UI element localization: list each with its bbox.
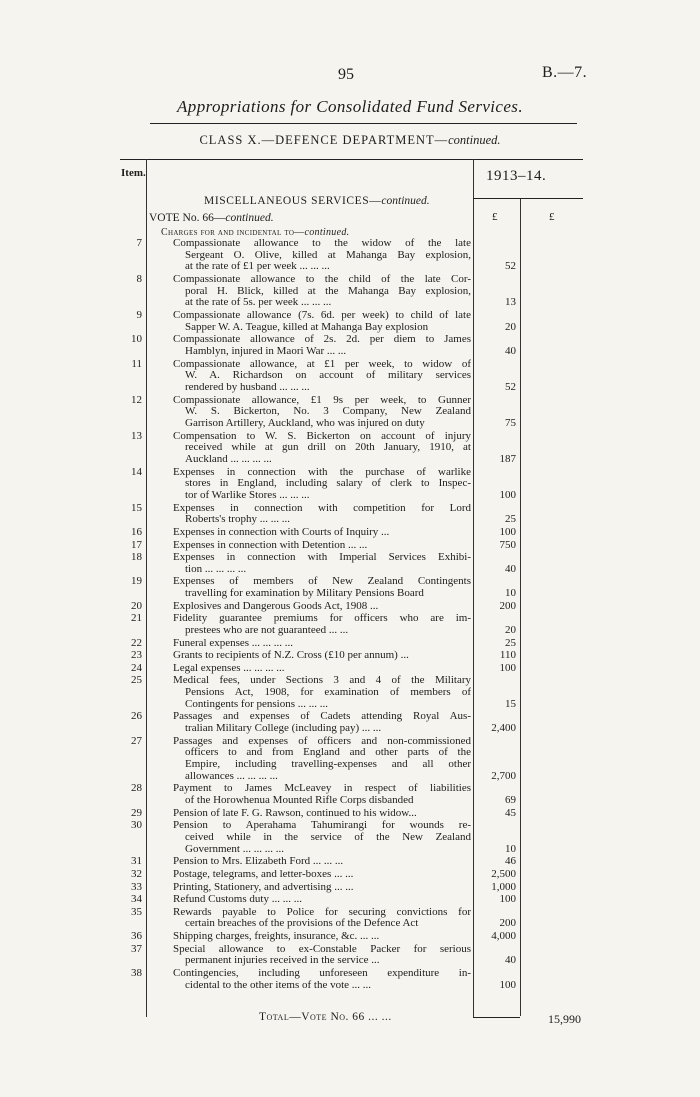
description-line: Auckland ... ... ... ...	[185, 454, 272, 465]
description-line: received while at gun drill on 20th January, 1910, at	[185, 442, 471, 454]
item-amount: 45	[505, 806, 516, 819]
item-amount: 52	[505, 380, 516, 393]
item-number: 14	[131, 465, 142, 478]
description-line: Roberts's trophy ... ... ...	[185, 514, 290, 526]
description-line: travelling for examination by Military Pensions Board	[185, 588, 424, 600]
item-number: 35	[131, 905, 142, 918]
pound-sign-col2: £	[549, 211, 555, 223]
item-description	[173, 894, 471, 906]
item-number: 29	[131, 806, 142, 819]
item-description	[173, 650, 471, 662]
item-number: 19	[131, 575, 142, 588]
item-amount: 200	[499, 917, 516, 930]
item-amount: 69	[505, 794, 516, 807]
description-line: Hamblyn, injured in Maori War ... ...	[185, 346, 347, 357]
item-amount: 750	[499, 538, 516, 551]
item-number: 13	[131, 429, 142, 442]
item-column-header: Item.	[121, 167, 146, 179]
description-line: Refund Customs duty ... ... ...	[173, 894, 302, 906]
total-label: Total—Vote No. 66 ... ...	[259, 1011, 392, 1023]
pound-sign-col1: £	[492, 211, 498, 223]
item-amount: 4,000	[491, 930, 516, 942]
item-number: 32	[131, 867, 142, 880]
item-amount: 1,000	[491, 880, 516, 893]
description-line: at the rate of 5s. per week ... ... ...	[185, 297, 332, 309]
description-line: Contingencies, including unforeseen expenditure in-	[173, 967, 471, 979]
year-column-header: 1913–14.	[486, 168, 547, 184]
description-line: Compassionate allowance (7s. 6d. per week) to child of late	[173, 310, 471, 321]
section-title-cont: continued.	[381, 195, 430, 207]
item-number: 7	[136, 237, 142, 249]
page-number: 95	[338, 66, 354, 83]
description-line: Printing, Stationery, and advertising ... ...	[173, 881, 354, 893]
item-amount: 10	[505, 842, 516, 855]
item-number: 28	[131, 782, 142, 795]
item-description	[173, 638, 471, 650]
description-line: Passages and expenses of Cadets attending Royal Aus-	[173, 711, 471, 723]
item-description	[173, 431, 471, 466]
description-line: permanent injuries received in the service ...	[185, 955, 380, 967]
item-number: 16	[131, 525, 142, 538]
item-amount: 110	[499, 649, 516, 662]
item-column-divider	[146, 159, 147, 1017]
item-number: 33	[131, 880, 142, 893]
description-line: Fidelity guarantee premiums for officers who are im-	[173, 613, 471, 625]
description-line: of the Horowhenua Mounted Rifle Corps disbanded	[185, 795, 414, 807]
item-description	[173, 274, 471, 309]
description-line: poral H. Blick, killed at the Mahanga Bay explosion,	[185, 285, 471, 297]
item-amount: 40	[505, 344, 516, 357]
item-number: 27	[131, 734, 142, 747]
title-rule	[150, 123, 577, 124]
item-description	[173, 808, 471, 820]
description-line: Sergeant O. Olive, killed at Mahanga Bay explosion,	[185, 249, 471, 261]
item-description	[173, 711, 471, 734]
description-line: Postage, telegrams, and letter-boxes ... ...	[173, 868, 354, 880]
description-line: tralian Military College (including pay) ... ...	[185, 723, 382, 735]
item-description	[173, 334, 471, 357]
item-number: 23	[131, 649, 142, 662]
description-line: stores in England, including salary of clerk to Inspec-	[185, 478, 471, 490]
total-column-divider	[520, 198, 521, 1016]
item-description	[173, 359, 471, 394]
description-line: ceived while in the service of the New Zealand	[185, 832, 471, 843]
vote-title-cont: continued.	[225, 212, 274, 224]
description-line: cidental to the other items of the vote ... ...	[185, 979, 372, 991]
item-description	[173, 869, 471, 881]
item-description	[173, 238, 471, 273]
item-number: 20	[131, 599, 142, 612]
description-line: Shipping charges, freights, insurance, &c. ... ...	[173, 931, 380, 942]
item-description	[173, 601, 471, 613]
item-amount: 46	[505, 855, 516, 868]
item-description	[173, 310, 471, 333]
table-top-rule	[120, 159, 583, 160]
vote-title	[149, 212, 274, 224]
item-number: 22	[131, 636, 142, 649]
description-line: tor of Warlike Stores ... ... ...	[185, 490, 310, 501]
page-title: Appropriations for Consolidated Fund Services.	[177, 97, 523, 116]
item-amount: 25	[505, 513, 516, 526]
item-description	[173, 944, 471, 967]
item-description	[173, 675, 471, 710]
item-amount: 100	[499, 893, 516, 906]
total-rule	[473, 1017, 520, 1018]
description-line: Grants to recipients of N.Z. Cross (£10 per annum) ...	[173, 650, 409, 662]
item-number: 18	[131, 551, 142, 564]
description-line: Expenses in connection with the purchase of warlike	[173, 466, 471, 478]
item-description	[173, 856, 471, 868]
item-description	[173, 968, 471, 991]
item-number: 12	[131, 393, 142, 406]
item-description	[173, 663, 471, 675]
item-description	[173, 931, 471, 943]
item-description	[173, 552, 471, 575]
item-description	[173, 907, 471, 930]
description-line: Compensation to W. S. Bickerton on account of injury	[173, 430, 471, 442]
item-amount: 20	[505, 320, 516, 333]
year-header-rule	[473, 198, 583, 199]
description-line: Compassionate allowance to the child of the late Cor-	[173, 274, 471, 285]
item-number: 36	[131, 930, 142, 942]
item-amount: 25	[505, 636, 516, 649]
item-number: 34	[131, 893, 142, 906]
item-amount: 187	[499, 452, 516, 465]
description-line: Passages and expenses of officers and non-commissioned	[173, 735, 471, 747]
description-line: Expenses of members of New Zealand Contingents	[173, 576, 471, 588]
description-line: allowances ... ... ... ...	[185, 770, 278, 782]
description-line: Sapper W. A. Teague, killed at Mahanga Bay explosion	[185, 321, 429, 333]
item-amount: 13	[505, 296, 516, 309]
description-line: Pension of late F. G. Rawson, continued to his widow...	[173, 807, 417, 819]
description-line: Pension to Aperahama Tahumirangi for wounds re-	[173, 820, 471, 832]
item-number: 8	[136, 273, 142, 285]
description-line: Legal expenses ... ... ... ...	[173, 662, 285, 674]
description-line: Empire, including travelling-expenses and all other	[185, 759, 471, 771]
item-number: 21	[131, 612, 142, 625]
vote-title-main: VOTE No. 66—	[149, 212, 226, 224]
item-amount: 100	[499, 525, 516, 538]
item-amount: 2,400	[491, 722, 516, 735]
description-line: certain breaches of the provisions of the Defence Act	[185, 918, 419, 930]
item-amount: 20	[505, 623, 516, 636]
item-number: 25	[131, 674, 142, 687]
item-number: 10	[131, 333, 142, 346]
section-title	[204, 195, 430, 207]
description-line: Compassionate allowance to the widow of the late	[173, 238, 471, 249]
description-line: Funeral expenses ... ... ... ...	[173, 637, 294, 649]
item-description	[173, 736, 471, 783]
item-amount: 100	[499, 978, 516, 991]
item-number: 26	[131, 710, 142, 723]
section-title-main: MISCELLANEOUS SERVICES—	[204, 195, 382, 207]
item-description	[173, 820, 471, 855]
item-number: 24	[131, 661, 142, 674]
description-line: Government ... ... ... ...	[185, 843, 284, 855]
description-line: Expenses in connection with Detention ... ...	[173, 539, 368, 551]
description-line: tion ... ... ... ...	[185, 563, 247, 575]
item-amount: 15	[505, 697, 516, 710]
description-line: Payment to James McLeavey in respect of liabilities	[173, 783, 471, 795]
description-line: Garrison Artillery, Auckland, who was injured on duty	[185, 418, 425, 429]
item-description	[173, 613, 471, 636]
document-code: B.—7.	[542, 64, 588, 81]
item-amount: 75	[505, 416, 516, 429]
charges-title	[161, 227, 349, 238]
item-number: 15	[131, 501, 142, 514]
item-description	[173, 527, 471, 539]
description-line: at the rate of £1 per week ... ... ...	[185, 261, 330, 273]
item-description	[173, 882, 471, 894]
class-title	[0, 133, 700, 148]
class-title-cont: continued.	[448, 133, 501, 147]
item-description	[173, 395, 471, 430]
item-description	[173, 540, 471, 552]
description-line: rendered by husband ... ... ...	[185, 382, 310, 393]
charges-title-main: Charges for and incidental to—	[161, 227, 305, 238]
description-line: prestees who are not guaranteed ... ...	[185, 625, 349, 636]
description-line: Rewards payable to Police for securing convictions for	[173, 906, 471, 918]
description-line: W. S. Bickerton, No. 3 Company, New Zealand	[185, 406, 471, 418]
description-line: Special allowance to ex-Constable Packer for serious	[173, 943, 471, 955]
description-line: Medical fees, under Sections 3 and 4 of the Military	[173, 675, 471, 687]
charges-title-cont: continued.	[304, 227, 350, 238]
item-description	[173, 783, 471, 806]
amount-column-divider	[473, 159, 474, 1017]
item-number: 31	[131, 855, 142, 868]
class-title-main: CLASS X.—DEFENCE DEPARTMENT—	[199, 133, 449, 147]
description-line: Explosives and Dangerous Goods Act, 1908 ...	[173, 600, 379, 612]
item-number: 37	[131, 942, 142, 955]
item-number: 9	[136, 309, 142, 321]
item-amount: 100	[499, 488, 516, 501]
item-amount: 52	[505, 260, 516, 273]
description-line: officers to and from England and other parts of the	[185, 747, 471, 759]
item-amount: 40	[505, 562, 516, 575]
item-amount: 2,700	[491, 769, 516, 782]
item-amount: 10	[505, 587, 516, 600]
item-amount: 2,500	[491, 867, 516, 880]
description-line: Compassionate allowance of 2s. 2d. per diem to James	[173, 334, 471, 346]
item-number: 38	[131, 966, 142, 979]
item-description	[173, 576, 471, 599]
item-number: 30	[131, 819, 142, 832]
item-description	[173, 467, 471, 502]
description-line: Compassionate allowance, at £1 per week, to widow of	[173, 358, 471, 370]
description-line: Compassionate allowance, £1 9s per week, to Gunner	[173, 394, 471, 406]
description-line: Expenses in connection with Courts of Inquiry ...	[173, 526, 390, 538]
description-line: Contingents for pensions ... ... ...	[185, 698, 328, 710]
item-number: 11	[131, 357, 142, 370]
item-number: 17	[131, 538, 142, 551]
item-description	[173, 503, 471, 526]
description-line: Expenses in connection with Imperial Services Exhibi-	[173, 552, 471, 564]
item-amount: 40	[505, 954, 516, 967]
description-line: Expenses in connection with competition for Lord	[173, 502, 471, 514]
description-line: Pension to Mrs. Elizabeth Ford ... ... ...	[173, 856, 344, 868]
description-line: W. A. Richardson on account of military services	[185, 370, 471, 382]
item-amount: 100	[499, 661, 516, 674]
description-line: Pensions Act, 1908, for examination of members of	[185, 687, 471, 699]
item-amount: 200	[499, 599, 516, 612]
total-value: 15,990	[548, 1012, 581, 1026]
